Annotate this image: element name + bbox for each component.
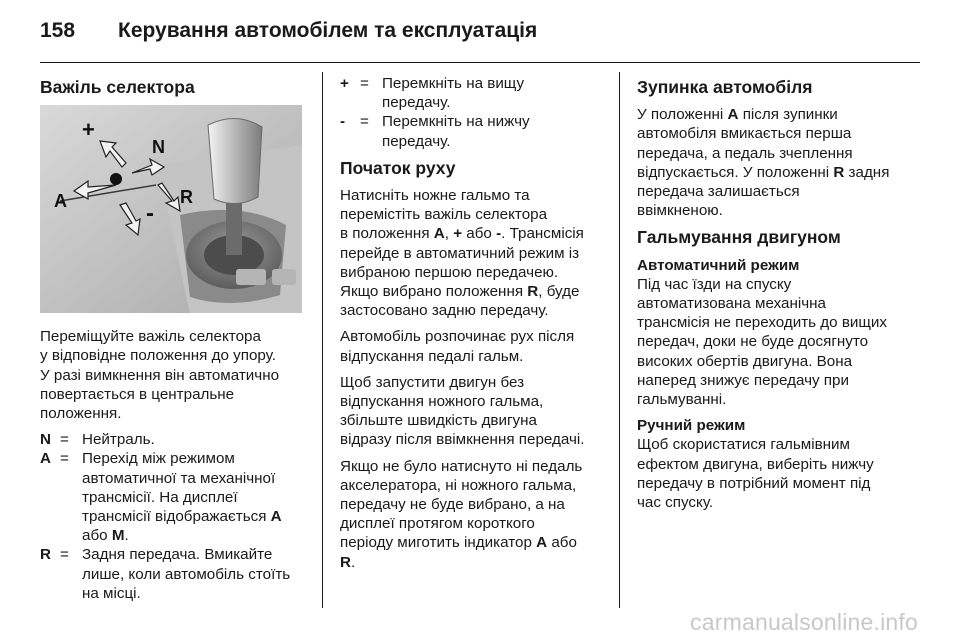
selector-definitions (40, 430, 310, 603)
gear-selector-illustration (40, 105, 302, 313)
label-r: R (180, 187, 193, 208)
column-divider-2 (619, 72, 620, 608)
selector-intro: Переміщуйте важіль селектора у відповідне положення до упору. У разі вимкнення він автоматично повертається в центральне положення. (40, 328, 280, 423)
label-plus: + (82, 117, 95, 143)
starting-paragraph-4: Якщо не було натиснуто ні педаль акселератора, ні ножного гальма, передачу не буде вибрано, а на дисплеї протягом короткого періоду миготить індикатор A або R. (340, 457, 583, 571)
sub-heading-manual-mode: Ручний режим (637, 417, 746, 435)
manual-mode-paragraph: Щоб скористатися гальмівним ефектом двигуна, виберіть нижчу передачу в потрібний момент під час спуску. (637, 436, 874, 512)
column-divider-1 (322, 72, 323, 608)
sub-heading-automatic-mode: Автоматичний режим (637, 256, 800, 274)
section-title-selector-lever: Важіль селектора (40, 77, 195, 97)
section-title-stopping: Зупинка автомобіля (637, 77, 813, 97)
shift-definitions (340, 74, 605, 151)
watermark: carmanualsonline.info (690, 609, 918, 635)
def-row-minus: - = Перемкніть на нижчу передачу. (340, 113, 530, 150)
label-a: A (54, 191, 67, 212)
def-row-plus: + = Перемкніть на вищу передачу. (340, 75, 525, 112)
page-header (40, 14, 537, 48)
label-n: N (152, 137, 165, 158)
automatic-mode-paragraph: Під час їзди на спуску автоматизована механічна трансмісія не переходить до вищих передач, доки не буде досягнуто високих обертів двигуна. Вона наперед знижує передачу при гальмуванні. (637, 275, 887, 409)
section-title-engine-braking: Гальмування двигуном (637, 227, 841, 248)
def-row-n: N = Нейтраль. (40, 431, 155, 449)
column-2 (340, 74, 605, 579)
running-title: Керування автомобілем та експлуатація (118, 19, 538, 42)
stopping-paragraph: У положенні A після зупинки автомобіля вмикається перша передача, а педаль зчеплення відпускається. У положенні R задня передача залишається ввімкненою. (637, 106, 890, 220)
def-row-r: R = Задня передача. Вмикайте лише, коли автомобіль стоїть на місці. (40, 546, 291, 602)
label-minus: - (146, 200, 154, 228)
def-row-a: A = Перехід між режимом автоматичної та механічної трансмісії. На дисплеї трансмісії відображається A або M. (40, 450, 282, 545)
page-number: 158 (40, 19, 76, 42)
header-rule (40, 62, 920, 63)
column-3 (637, 74, 922, 519)
starting-paragraph-1: Натисніть ножне гальмо та перемістіть важіль селектора в положення A, + або -. Трансмісія перейде в автоматичний режим із вибраною першою передачею. Якщо вибрано положення R, буде застосовано задню передачу. (340, 187, 584, 320)
starting-paragraph-3: Щоб запустити двигун без відпускання ножного гальма, збільште швидкість двигуна відразу після ввімкнення передачі. (340, 373, 585, 449)
column-1 (40, 74, 310, 609)
section-title-starting-off: Початок руху (340, 157, 456, 178)
starting-paragraph-2: Автомобіль розпочинає рух після відпускання педалі гальм. (340, 328, 575, 365)
